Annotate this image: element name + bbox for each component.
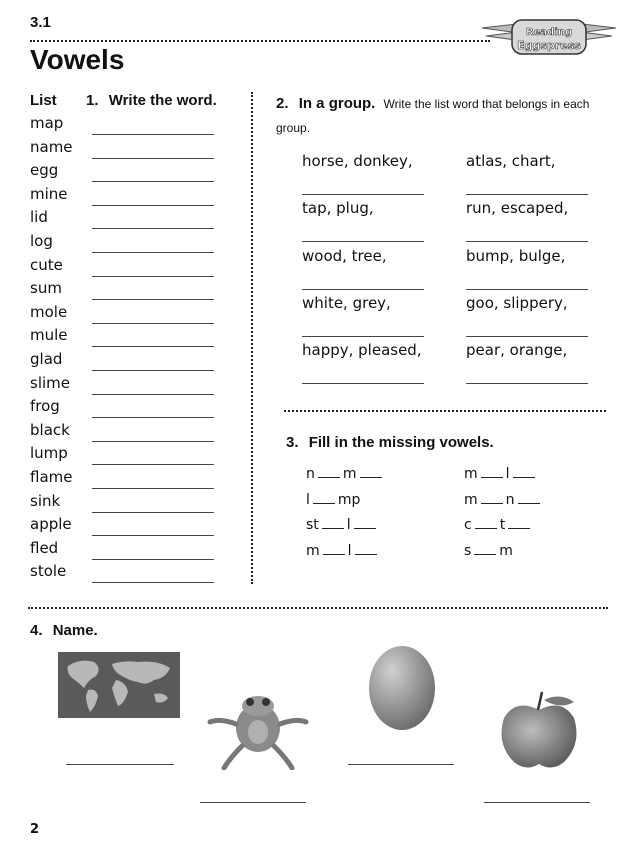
vowel-blank[interactable] — [322, 518, 344, 529]
list-word: cute — [30, 255, 63, 274]
write-word-line[interactable] — [92, 276, 214, 277]
group-words: run, escaped, — [466, 199, 569, 218]
write-word-line[interactable] — [92, 252, 214, 253]
letters: l — [347, 542, 352, 559]
answer-line-egg[interactable] — [348, 764, 454, 765]
list-word: fled — [30, 538, 59, 557]
group-answer-line[interactable] — [466, 241, 588, 242]
write-word-line[interactable] — [92, 134, 214, 135]
vowel-word — [306, 543, 380, 559]
letters: c — [464, 517, 472, 534]
world-map-image — [58, 652, 180, 718]
section2-heading — [276, 92, 596, 140]
list-word: egg — [30, 161, 59, 180]
group-words: tap, plug, — [302, 199, 374, 218]
vowel-blank[interactable] — [355, 544, 377, 555]
list-word: mule — [30, 326, 68, 345]
vowel-word — [306, 492, 360, 508]
section3-heading — [286, 434, 494, 451]
group-answer-line[interactable] — [466, 289, 588, 290]
vowel-blank[interactable] — [313, 493, 335, 504]
vowel-blank[interactable] — [318, 467, 340, 478]
list-word: stole — [30, 562, 67, 581]
vowel-word — [464, 517, 533, 533]
letters: s — [464, 542, 472, 559]
vowel-blank[interactable] — [481, 493, 503, 504]
page-title: Vowels — [30, 44, 125, 75]
list-word: name — [30, 137, 73, 156]
letters: mp — [337, 491, 361, 508]
list-word: black — [30, 420, 70, 439]
group-answer-line[interactable] — [302, 336, 424, 337]
group-answer-line[interactable] — [302, 383, 424, 384]
vowel-word — [464, 543, 513, 559]
section4-heading — [30, 622, 98, 639]
vowel-word — [306, 466, 385, 482]
write-word-line[interactable] — [92, 323, 214, 324]
write-word-line[interactable] — [92, 346, 214, 347]
group-words: white, grey, — [302, 293, 391, 312]
list-word: log — [30, 232, 53, 250]
vowel-word — [464, 466, 538, 482]
list-word: map — [30, 114, 64, 132]
group-words: atlas, chart, — [466, 152, 556, 170]
section1-title: Write the word. — [108, 92, 217, 109]
group-words: wood, tree, — [302, 246, 387, 265]
write-word-line[interactable] — [92, 559, 214, 560]
vowel-blank[interactable] — [475, 518, 497, 529]
group-answer-line[interactable] — [302, 241, 424, 242]
vowel-blank[interactable] — [354, 518, 376, 529]
write-word-line[interactable] — [92, 464, 214, 465]
letters: m — [342, 466, 357, 482]
vowel-blank[interactable] — [323, 544, 345, 555]
section-number: 3.1 — [30, 14, 51, 31]
list-word: mine — [30, 184, 68, 203]
apple-image — [496, 688, 582, 772]
write-word-line[interactable] — [92, 488, 214, 489]
list-word: lid — [30, 208, 48, 227]
page-number: 2 — [30, 822, 40, 837]
list-word: sum — [30, 279, 62, 298]
section2-title: In a group. — [298, 95, 376, 112]
group-answer-line[interactable] — [302, 194, 424, 195]
answer-line-map[interactable] — [66, 764, 174, 765]
list-word: apple — [30, 515, 72, 534]
letters: l — [306, 491, 310, 508]
vowel-blank[interactable] — [518, 493, 540, 504]
list-heading: List — [30, 92, 57, 109]
write-word-line[interactable] — [92, 582, 214, 583]
write-word-line[interactable] — [92, 394, 214, 395]
section1-heading — [86, 92, 217, 109]
column-divider — [251, 92, 253, 584]
letters: m — [464, 491, 478, 508]
letters: l — [505, 466, 510, 482]
write-word-line[interactable] — [92, 228, 214, 229]
letters: m — [499, 542, 513, 559]
section3-number: 3. — [286, 434, 299, 451]
header-divider — [30, 40, 490, 42]
section1-number: 1. — [86, 92, 99, 109]
section3-title: Fill in the missing vowels. — [308, 434, 494, 451]
vowel-blank[interactable] — [474, 544, 496, 555]
letters: m — [306, 542, 320, 559]
write-word-line[interactable] — [92, 441, 214, 442]
vowel-blank[interactable] — [481, 467, 503, 478]
group-words: horse, donkey, — [302, 152, 413, 170]
group-answer-line[interactable] — [466, 194, 588, 195]
group-words: pear, orange, — [466, 341, 568, 360]
write-word-line[interactable] — [92, 181, 214, 182]
frog-image — [206, 688, 310, 770]
list-word: sink — [30, 491, 61, 510]
section4-divider — [28, 607, 608, 609]
write-word-line[interactable] — [92, 205, 214, 206]
vowel-word — [464, 492, 543, 508]
group-words: goo, slippery, — [466, 293, 568, 312]
write-word-line[interactable] — [92, 158, 214, 159]
section2-number: 2. — [276, 95, 289, 112]
write-word-line[interactable] — [92, 299, 214, 300]
answer-line-frog[interactable] — [200, 802, 306, 803]
list-word: slime — [30, 373, 70, 392]
list-word: flame — [30, 468, 73, 486]
answer-line-apple[interactable] — [484, 802, 590, 803]
letters: st — [306, 517, 319, 534]
write-word-line[interactable] — [92, 370, 214, 371]
list-word: frog — [30, 397, 60, 416]
group-words: bump, bulge, — [466, 246, 566, 265]
group-answer-line[interactable] — [466, 383, 588, 384]
list-word: lump — [30, 444, 68, 463]
list-word: glad — [30, 350, 63, 368]
group-answer-line[interactable] — [466, 336, 588, 337]
vowel-blank[interactable] — [508, 518, 530, 529]
section4-number: 4. — [30, 622, 43, 639]
reading-eggspress-logo — [478, 14, 620, 60]
letters: l — [346, 517, 351, 534]
group-answer-line[interactable] — [302, 289, 424, 290]
write-word-line[interactable] — [92, 417, 214, 418]
section4-title: Name. — [52, 622, 98, 639]
section3-divider — [284, 410, 606, 412]
vowel-blank[interactable] — [360, 467, 382, 478]
vowel-word — [306, 517, 379, 533]
letters: t — [499, 517, 506, 534]
letters: n — [505, 491, 515, 508]
egg-image — [366, 640, 438, 732]
letters: m — [464, 466, 478, 482]
write-word-line[interactable] — [92, 535, 214, 536]
section2-instruction: Write the list word that belongs in each group. — [276, 97, 590, 135]
write-word-line[interactable] — [92, 512, 214, 513]
svg-text:Eggspress: Eggspress — [517, 39, 581, 52]
group-words: happy, pleased, — [302, 341, 422, 360]
svg-text:Reading: Reading — [525, 27, 573, 38]
letters: n — [306, 466, 315, 482]
list-word: mole — [30, 302, 68, 321]
vowel-blank[interactable] — [513, 467, 535, 478]
